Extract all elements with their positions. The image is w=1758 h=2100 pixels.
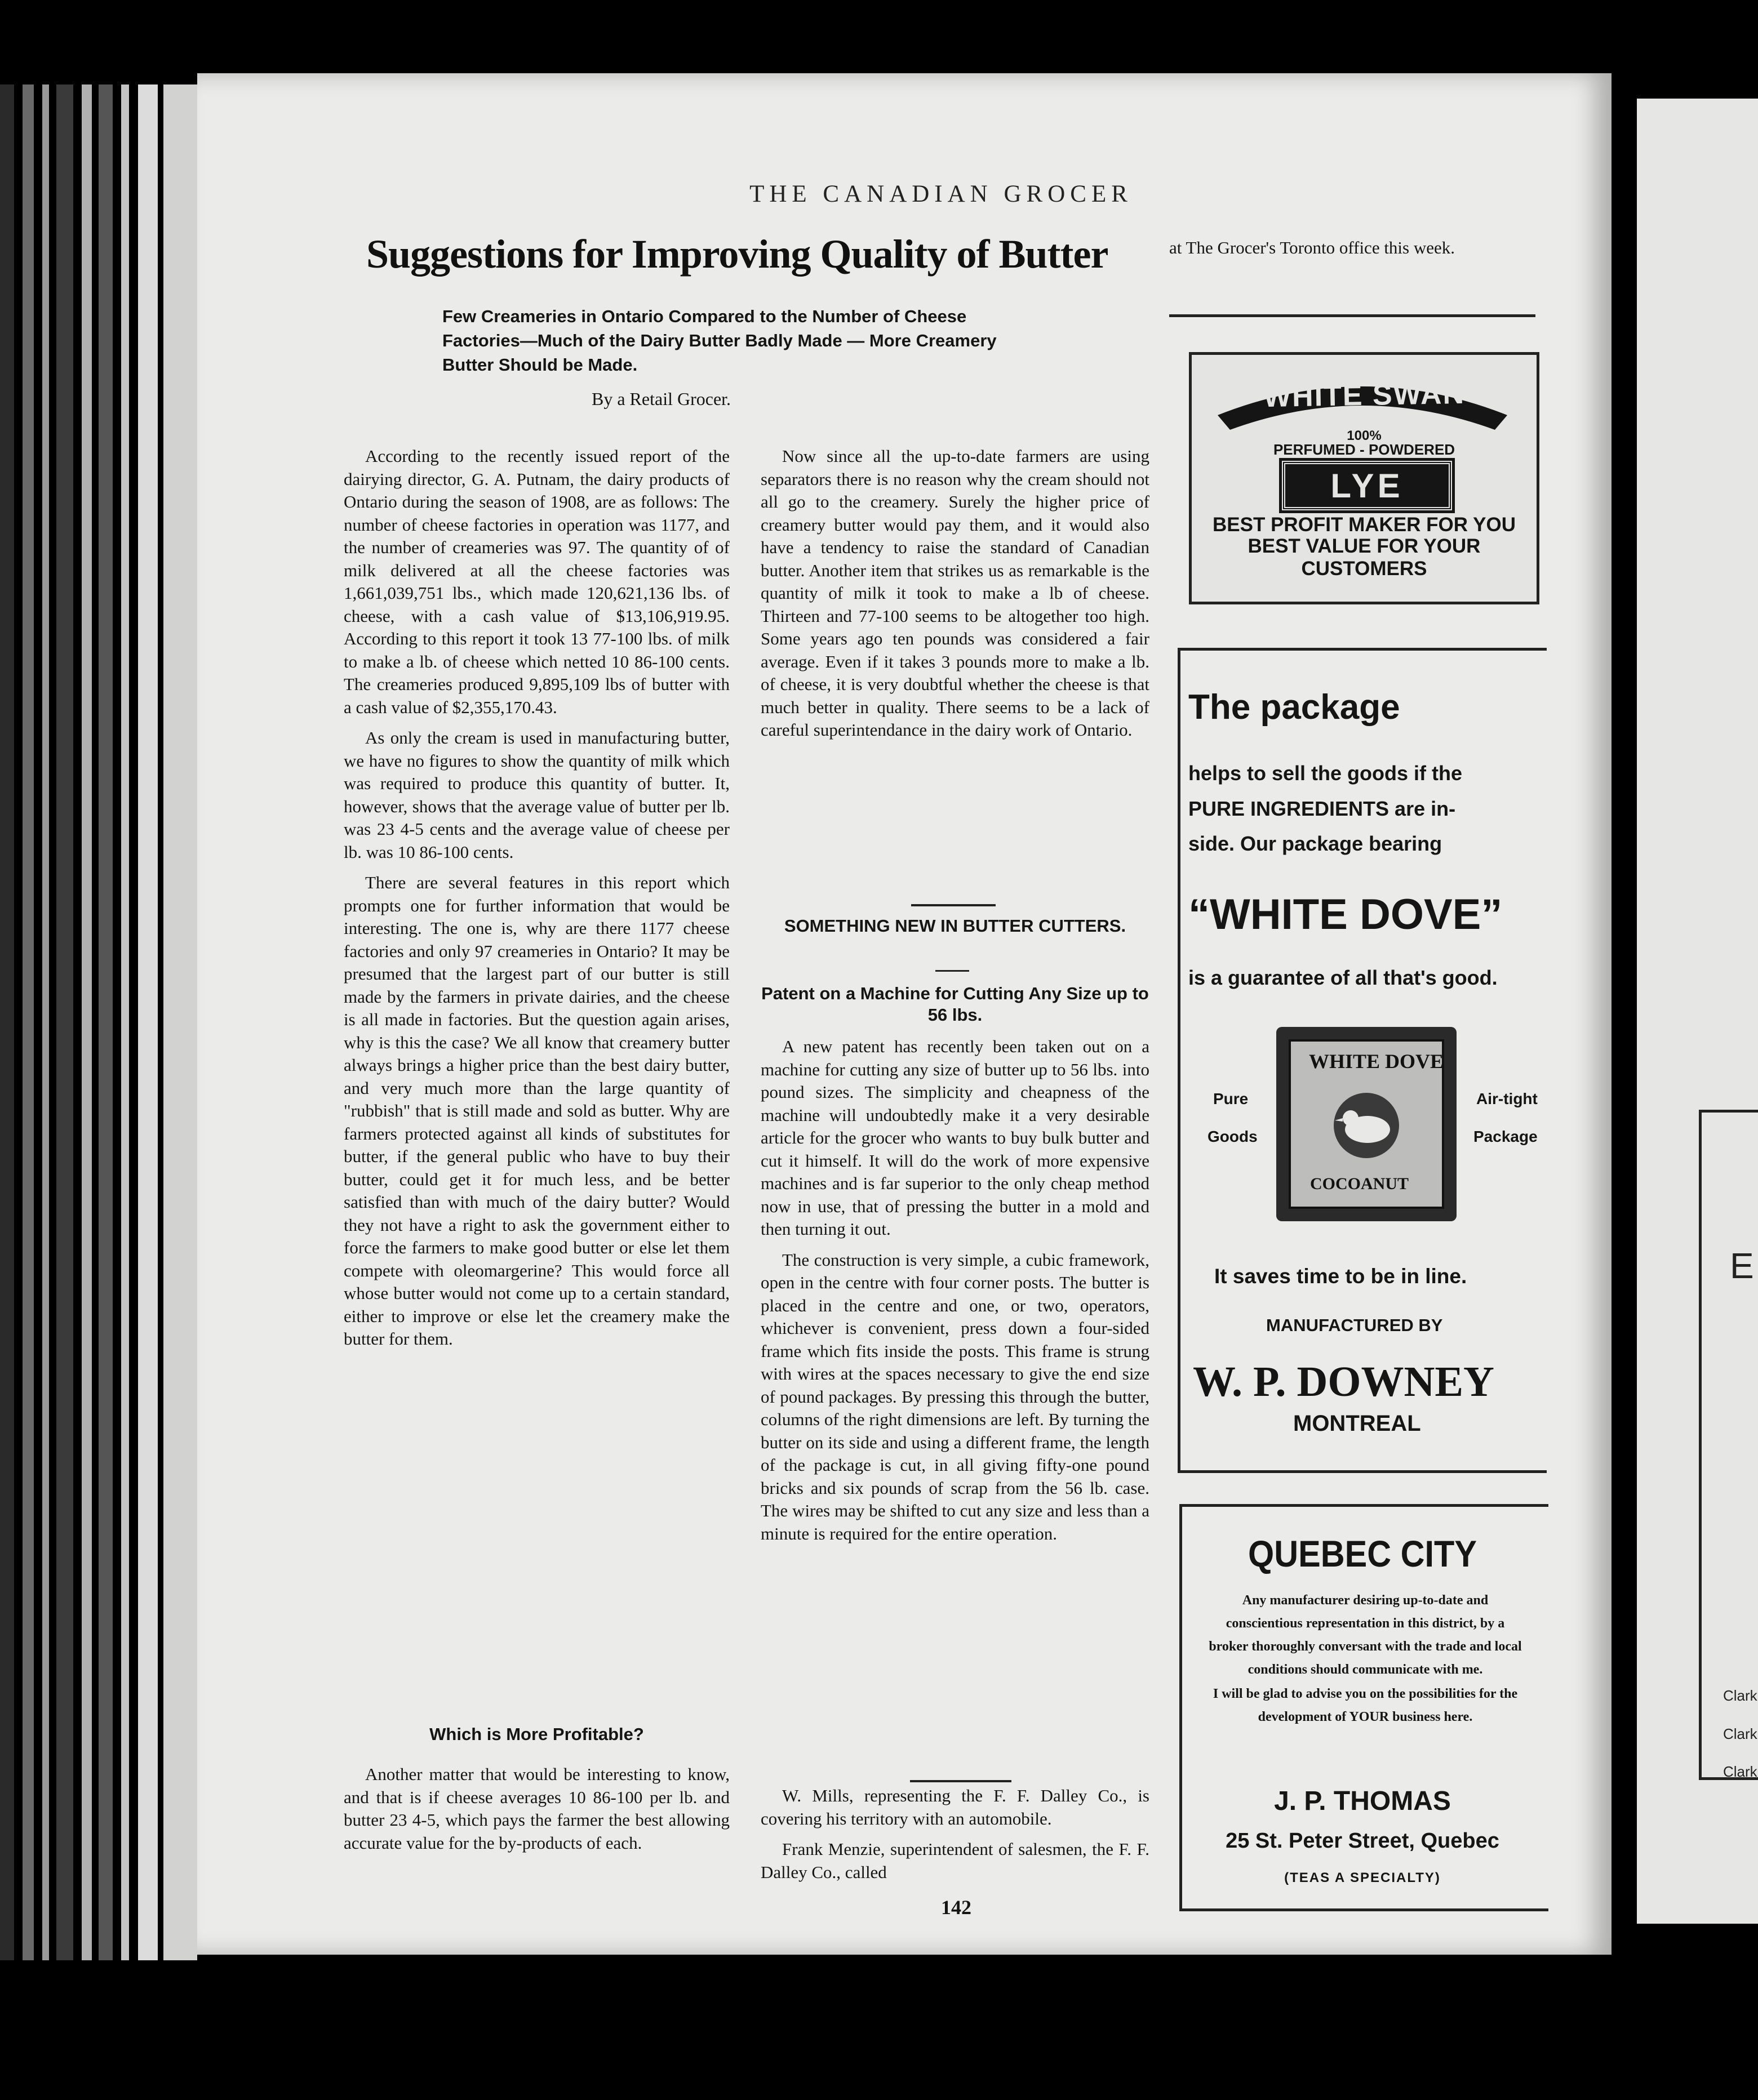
subheading-profitable: Which is More Profitable? — [429, 1724, 644, 1744]
paragraph: As only the cream is used in manufacturing butter, we have no figures to show the quantity of milk which was required to produce this quantity of butter. It, however, shows that the average value of butter per lb. was 23 4-5 cents and the average value of cheese per lb. was 10 86-100 cents. — [344, 728, 730, 862]
paragraph: at The Grocer's Toronto office this week. — [1169, 238, 1455, 257]
quebec-title: QUEBEC CITY — [1248, 1533, 1477, 1574]
facing-page-fragment: Clark — [1723, 1763, 1757, 1780]
dove-city: MONTREAL — [1293, 1411, 1421, 1436]
swan-brand: WHITE SWAN — [1263, 377, 1466, 414]
paragraph: A new patent has recently been taken out on a machine for cutting any size of butter up to 56 lbs. into pound sizes. The simplicity and cheapness of the machine will undoubtedly make it a very desirable article for the grocer who wants to buy bulk butter and cut it himself. It will do the work of more expensive machines and is far superior to the only cheap method now in use, that of pressing the butter in a mold and then turning it out. — [761, 1036, 1149, 1239]
quebec-body-text: Any manufacturer desiring up-to-date and conscientious representation in this district, by a broker thoroughly conversant with the trade and local conditions should communicate with me. — [1209, 1593, 1522, 1677]
swan-slogan-line: BEST PROFIT MAKER FOR YOU — [1213, 514, 1516, 536]
paragraph: There are several features in this report which prompts one for further information that would be interesting. The one is, why are there 1177 cheese factories and only 97 creameries in Ontario? It may be presumed that the largest part of our butter is still made by the farmers in private dairies, and the cheese is all made in factories. But the question again arises, why is this the case? We all know that creamery butter always brings a higher price than the best dairy butter, and very much more than the large quantity of "rubbish" that is still made and sold as butter. Why are farmers protected against all kinds of substitutes for butter, if the general public who have to buy their butter, could get it for much less, and be better satisfied than with much of the dairy butter? Would they not have a right to ask the government either to force the farmers to make good butter or else let them compete with oleomargerine? This would force all whose butter would not come up to a certain standard, either to improve or else let the creamery make the butter for them. — [344, 873, 730, 1349]
paragraph: Another matter that would be interesting to know, and that is if cheese averages 10 86-100 per lb. and butter 23 4-5, which pays the farmer the best allowing accurate value for the by-products of each. — [344, 1764, 730, 1853]
dove-maker: W. P. DOWNEY — [1193, 1358, 1494, 1405]
quebec-body — [1205, 1589, 1526, 1729]
swan-slogan-line: BEST VALUE FOR YOUR — [1248, 535, 1481, 557]
dove-right-caption: Air-tight — [1476, 1090, 1538, 1107]
dove-right-caption: Package — [1473, 1128, 1538, 1145]
swan-descriptor: PERFUMED - POWDERED — [1273, 441, 1455, 458]
column-rule — [910, 1780, 1011, 1782]
paragraph: Now since all the up-to-date farmers are using separators there is no reason why the cream should not all go to the creamery. Surely the higher price of creamery butter would pay them, and it would also have a tendency to raise the standard of Canadian butter. Another item that strikes us as remarkable is the quantity of milk it took to make a lb of cheese. Thirteen and 77-100 seems to be altogether too high. Some years ago ten pounds was considered a fair average. Even if it takes 3 pounds more to make a lb. of cheese, it is very doubtful whether the cheese is that much better in quality. There seems to be a lack of careful superintendance in the dairy work of Ontario. — [761, 446, 1149, 740]
paragraph: According to the recently issued report of the dairying director, G. A. Putnam, the dairy products of Ontario during the season of 1908, are as follows: The number of cheese factories in operation was 1177, and the number of creameries was 97. The quantity of of milk delivered at all the cheese factories was 1,661,039,751 lbs., which made 120,621,136 lbs. of cheese, with a cash value of $13,106,919.95. According to this report it took 13 77-100 lbs. of milk to make a lb. of cheese which netted 10 86-100 cents. The creameries produced 9,895,109 lbs of butter with a cash value of $2,355,170.43. — [344, 446, 730, 717]
white-dove-can-image — [1276, 1027, 1457, 1221]
facing-page-fragment: Clark — [1723, 1725, 1757, 1742]
book-spine — [0, 84, 197, 1960]
dove-left-caption: Pure — [1213, 1090, 1249, 1107]
swan-product: LYE — [1330, 467, 1404, 505]
swan-slogan-line: CUSTOMERS — [1301, 558, 1427, 580]
white-swan-lye-ad — [1189, 352, 1539, 604]
article-deck: Few Creameries in Ontario Compared to the Number of Cheese Factories—Much of the Dairy Butter Badly Made — More Creamery Butter Should be Made. — [442, 306, 997, 375]
dove-manufactured-by: MANUFACTURED BY — [1266, 1315, 1443, 1335]
dove-body-line: helps to sell the goods if the — [1188, 762, 1463, 785]
paragraph: The construction is very simple, a cubic framework, open in the centre with four corner posts. The butter is placed in the centre and one, or two, operators, whichever is convenient, press down a four-sided frame which fits inside the posts. This frame is strung with wires at the spaces necessary to give the end size of pound packages. By pressing this through the butter, columns of the right dimensions are left. By turning the butter on its side and using a different frame, the length of the package is cut, in all giving fifty-one pound bricks and six pounds of scrap from the 56 lb. case. The wires may be shifted to cut any size and less than a minute is required for the entire operation. — [761, 1249, 1149, 1543]
facing-page-fragment: E — [1730, 1245, 1754, 1286]
profitable-paragraph-block — [344, 1763, 730, 1862]
dove-body-line: PURE INGREDIENTS are in- — [1188, 797, 1456, 820]
can-label: COCOANUT — [1310, 1174, 1409, 1193]
continued-text — [1169, 237, 1544, 267]
article-column-1 — [344, 445, 730, 1359]
trade-news — [761, 1785, 1149, 1884]
running-head: THE CANADIAN GROCER — [749, 181, 1133, 207]
article-byline: By a Retail Grocer. — [592, 389, 731, 409]
lye-label-box — [1282, 461, 1452, 510]
article-column-2 — [761, 445, 1149, 750]
quebec-specialty: (TEAS A SPECIALTY) — [1284, 1870, 1441, 1885]
dove-body-line: side. Our package bearing — [1188, 832, 1442, 855]
dove-tagline: It saves time to be in line. — [1214, 1265, 1467, 1288]
page-number: 142 — [941, 1896, 971, 1919]
column-rule — [935, 970, 969, 972]
dove-headline: The package — [1188, 688, 1400, 727]
white-dove-ad — [1178, 648, 1547, 1473]
article-headline: Suggestions for Improving Quality of Butter — [366, 232, 1108, 277]
quebec-city-broker-ad — [1179, 1504, 1548, 1911]
quebec-address: 25 St. Peter Street, Quebec — [1226, 1829, 1499, 1853]
facing-page-ad-border — [1699, 1110, 1758, 1780]
dove-brand: “WHITE DOVE” — [1188, 891, 1503, 938]
dove-left-caption: Goods — [1207, 1128, 1258, 1145]
dove-icon — [1327, 1089, 1406, 1162]
cutters-subheading: Patent on a Machine for Cutting Any Size up to 56 lbs. — [761, 984, 1149, 1025]
column-rule — [1169, 314, 1535, 317]
paragraph: Frank Menzie, superintendent of salesmen, the F. F. Dalley Co., called — [761, 1839, 1149, 1882]
can-label: WHITE DOVE — [1309, 1050, 1444, 1073]
dove-guarantee: is a guarantee of all that's good. — [1188, 966, 1498, 989]
facing-page-fragment: Clark — [1723, 1687, 1757, 1704]
column-rule — [911, 904, 996, 906]
quebec-body-text: I will be glad to advise you on the possibilities for the development of YOUR business here. — [1213, 1687, 1518, 1724]
quebec-name: J. P. THOMAS — [1274, 1786, 1451, 1816]
paragraph: W. Mills, representing the F. F. Dalley Co., is covering his territory with an automobile. — [761, 1786, 1149, 1828]
cutters-heading: SOMETHING NEW IN BUTTER CUTTERS. — [784, 916, 1126, 936]
facing-page-edge — [1637, 99, 1758, 1924]
swan-percent: 100% — [1347, 428, 1382, 443]
cutters-body — [761, 1035, 1149, 1553]
